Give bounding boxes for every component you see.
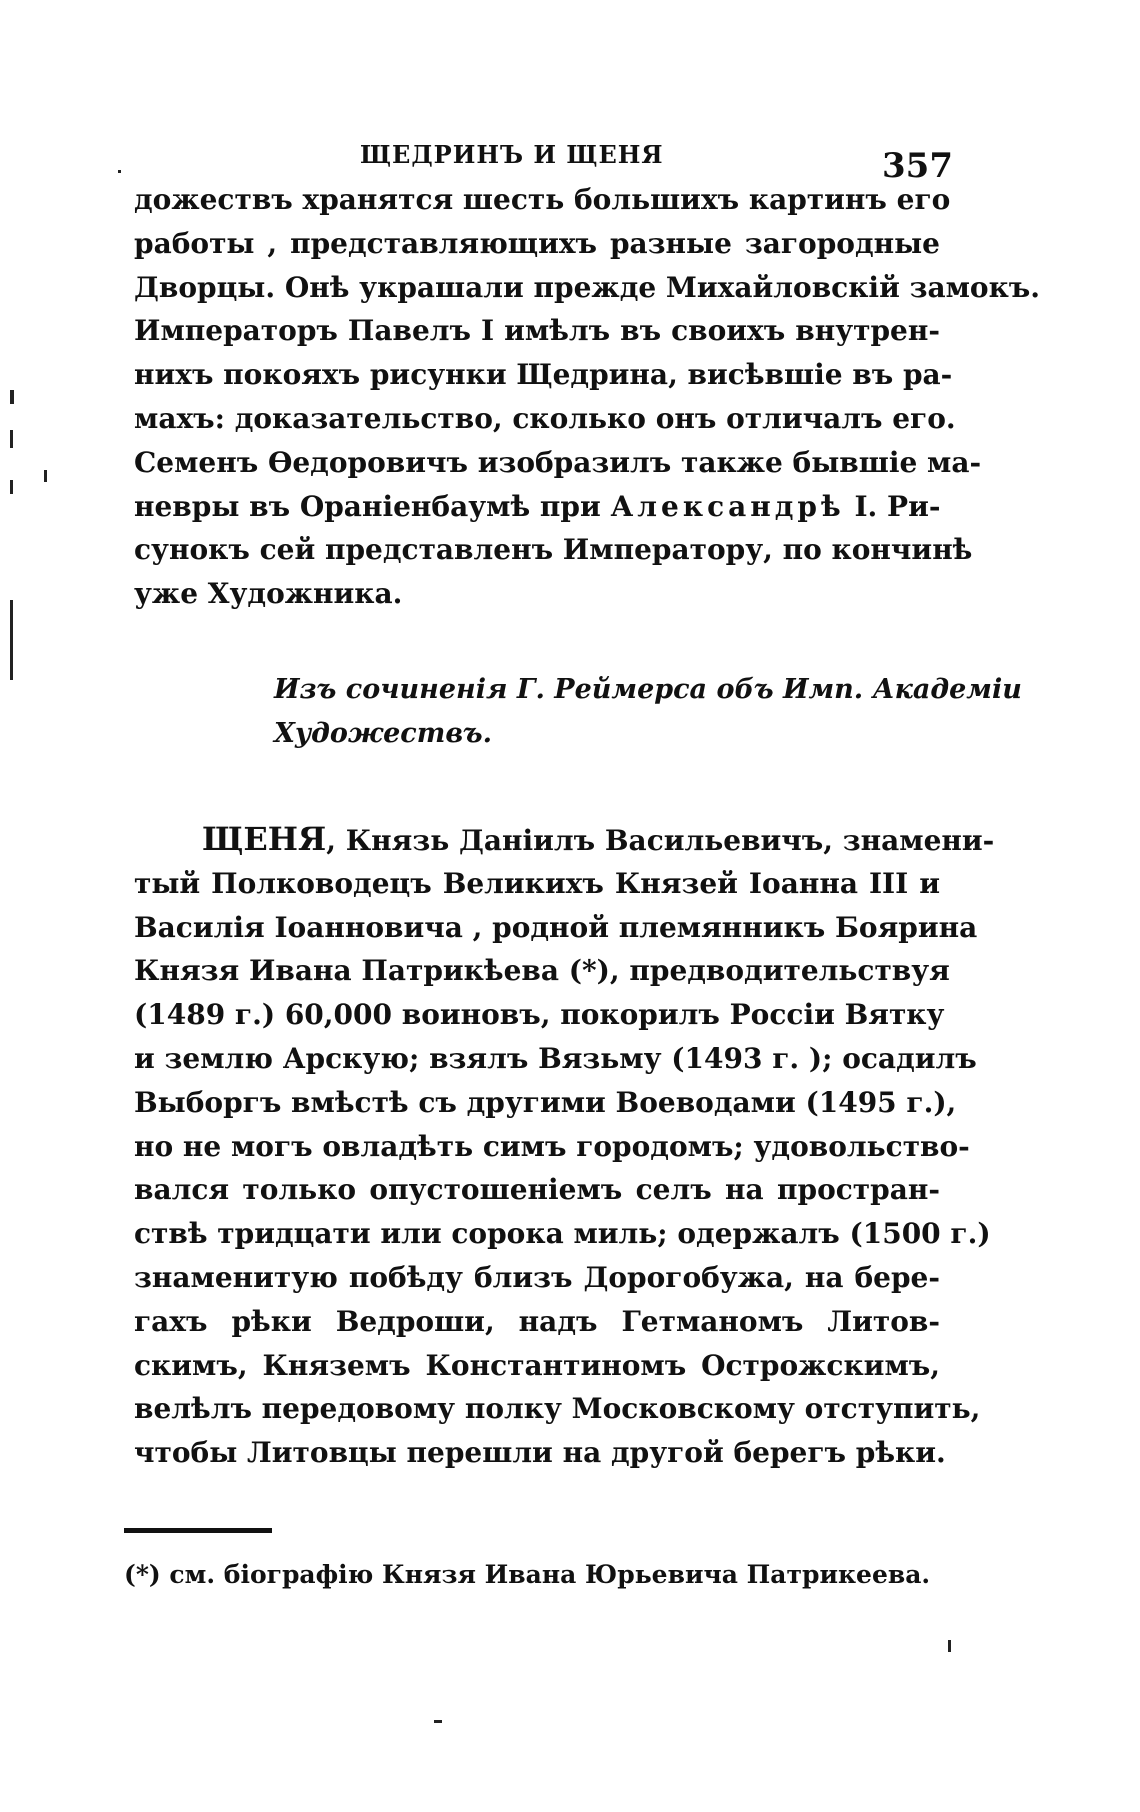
text-line: Дворцы. Онѣ украшали прежде Михайловскій замокъ. — [134, 270, 1041, 304]
citation-line: Изъ сочиненія Г. Реймерса объ Имп. Академіи — [274, 674, 1022, 705]
paragraph-shchedrin — [134, 178, 1041, 616]
running-header: ЩЕДРИНЪ И ЩЕНЯ — [360, 140, 664, 169]
text-line — [134, 818, 995, 862]
text-line: дожествъ хранятся шесть большихъ картинъ его — [134, 183, 951, 216]
text-line: Выборгъ вмѣстѣ съ другими Воеводами (1495 г.), — [134, 1085, 957, 1119]
text-line: велѣлъ передовому полку Московскому отступить, — [134, 1392, 981, 1426]
text-line: Императоръ Павелъ I имѣлъ въ своихъ внутрен- — [134, 314, 940, 348]
text-segment: , Князь Даніилъ Васильевичъ, знамени- — [326, 824, 995, 857]
paragraph-shchenya — [134, 818, 995, 1475]
entry-headword: ЩЕНЯ — [202, 820, 327, 858]
text-line: тый Полководецъ Великихъ Князей Іоанна III и — [134, 866, 940, 900]
text-line — [134, 485, 940, 529]
footnote: (*) см. біографію Князя Ивана Юрьевича Патрикеева. — [124, 1560, 931, 1589]
text-line: Семенъ Ѳедоровичъ изобразилъ также бывшіе ма- — [134, 445, 982, 479]
text-line: чтобы Литовцы перешли на другой берегъ рѣки. — [134, 1436, 946, 1470]
spaced-name: Александрѣ — [610, 489, 845, 523]
text-line: сунокъ сей представленъ Императору, по кончинѣ — [134, 533, 973, 567]
text-line: но не могъ овладѣть симъ городомъ; удовольство- — [134, 1129, 970, 1163]
page-number: 357 — [882, 146, 953, 186]
text-line: вался только опустошеніемъ селъ на простран- — [134, 1173, 940, 1207]
scan-speck — [10, 390, 14, 404]
text-line: Василія Іоанновича , родной племянникъ Боярина — [134, 910, 978, 944]
scan-speck — [44, 470, 47, 482]
text-line: нихъ покояхъ рисунки Щедрина, висѣвшіе въ ра- — [134, 358, 953, 392]
text-line: Князя Ивана Патрикѣева (*), предводительствуя — [134, 954, 950, 988]
scan-speck — [434, 1720, 442, 1723]
scan-speck — [10, 600, 13, 680]
scan-speck — [118, 170, 121, 173]
scan-speck — [948, 1640, 951, 1652]
text-line: махъ: доказательство, сколько онъ отличалъ его. — [134, 401, 956, 435]
footnote-rule — [124, 1528, 272, 1533]
scan-speck — [10, 430, 13, 448]
text-line: ствѣ тридцати или сорока миль; одержалъ (1500 г.) — [134, 1217, 991, 1251]
text-line: и землю Арскую; взялъ Вязьму (1493 г. ); осадилъ — [134, 1041, 977, 1075]
text-line: гахъ рѣки Ведроши, надъ Гетманомъ Литов- — [134, 1304, 940, 1338]
text-line: работы , представляющихъ разные загородные — [134, 226, 940, 260]
citation-line: Художествъ. — [274, 717, 493, 749]
text-line: (1489 г.) 60,000 воиновъ, покорилъ Россіи Вятку — [134, 998, 945, 1032]
text-line: уже Художника. — [134, 577, 403, 611]
text-segment: I. Ри- — [854, 489, 941, 523]
text-line: знаменитую побѣду близъ Дорогобужа, на бере- — [134, 1260, 940, 1294]
text-line: скимъ, Княземъ Константиномъ Острожскимъ, — [134, 1348, 940, 1382]
source-citation — [134, 668, 1022, 756]
text-segment: невры въ Ораніенбаумѣ при — [134, 489, 601, 523]
scan-speck — [10, 480, 13, 494]
